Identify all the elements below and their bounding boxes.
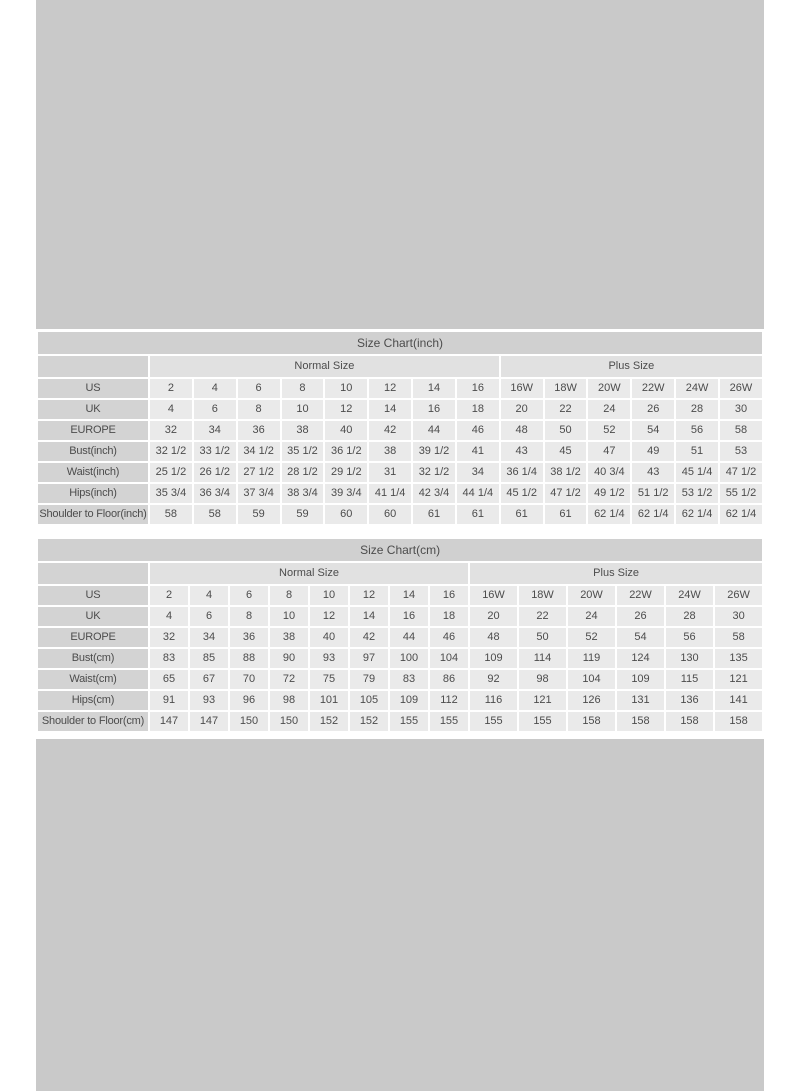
size-value-cell: 61 [413, 505, 455, 524]
size-value-cell: 6 [194, 400, 236, 419]
size-value-cell: 104 [568, 670, 615, 689]
size-value-cell: 109 [390, 691, 428, 710]
row-header: US [38, 379, 148, 398]
group-header-row [38, 356, 762, 377]
size-value-cell: 6 [238, 379, 280, 398]
size-value-cell: 158 [617, 712, 664, 731]
size-value-cell: 30 [720, 400, 762, 419]
size-value-cell: 16 [457, 379, 499, 398]
size-value-cell: 88 [230, 649, 268, 668]
size-value-cell: 30 [715, 607, 762, 626]
product-image-area [36, 0, 764, 1091]
size-chart-inch-table [36, 330, 764, 526]
size-value-cell: 62 1/4 [632, 505, 674, 524]
group-header-row [38, 563, 762, 584]
size-value-cell: 121 [519, 691, 566, 710]
size-value-cell: 32 [150, 628, 188, 647]
plus-size-header: Plus Size [501, 356, 762, 377]
table-row [38, 670, 762, 689]
size-value-cell: 150 [270, 712, 308, 731]
size-value-cell: 155 [470, 712, 517, 731]
size-value-cell: 126 [568, 691, 615, 710]
size-value-cell: 52 [568, 628, 615, 647]
size-chart-inch-title: Size Chart(inch) [38, 332, 762, 354]
size-value-cell: 158 [666, 712, 713, 731]
size-value-cell: 36 1/4 [501, 463, 543, 482]
size-value-cell: 6 [190, 607, 228, 626]
size-value-cell: 58 [720, 421, 762, 440]
size-value-cell: 20W [588, 379, 630, 398]
size-value-cell: 20W [568, 586, 615, 605]
row-header: Bust(cm) [38, 649, 148, 668]
size-value-cell: 58 [715, 628, 762, 647]
size-value-cell: 33 1/2 [194, 442, 236, 461]
size-value-cell: 40 [325, 421, 367, 440]
table-row [38, 442, 762, 461]
table-row [38, 421, 762, 440]
size-value-cell: 18 [457, 400, 499, 419]
size-value-cell: 38 [270, 628, 308, 647]
size-value-cell: 14 [413, 379, 455, 398]
size-value-cell: 26 [617, 607, 664, 626]
size-value-cell: 48 [501, 421, 543, 440]
size-value-cell: 93 [310, 649, 348, 668]
size-value-cell: 8 [238, 400, 280, 419]
size-value-cell: 147 [190, 712, 228, 731]
size-value-cell: 39 1/2 [413, 442, 455, 461]
row-header: US [38, 586, 148, 605]
size-value-cell: 12 [325, 400, 367, 419]
size-value-cell: 98 [270, 691, 308, 710]
size-value-cell: 155 [519, 712, 566, 731]
size-value-cell: 67 [190, 670, 228, 689]
size-value-cell: 49 1/2 [588, 484, 630, 503]
table-row [38, 586, 762, 605]
size-value-cell: 60 [369, 505, 411, 524]
size-value-cell: 92 [470, 670, 517, 689]
size-value-cell: 141 [715, 691, 762, 710]
size-value-cell: 14 [369, 400, 411, 419]
size-value-cell: 10 [282, 400, 324, 419]
size-value-cell: 58 [150, 505, 192, 524]
size-value-cell: 22W [632, 379, 674, 398]
size-value-cell: 4 [190, 586, 228, 605]
size-value-cell: 62 1/4 [588, 505, 630, 524]
size-value-cell: 43 [632, 463, 674, 482]
size-value-cell: 6 [230, 586, 268, 605]
size-value-cell: 109 [617, 670, 664, 689]
size-value-cell: 34 [457, 463, 499, 482]
size-value-cell: 101 [310, 691, 348, 710]
corner-cell [38, 563, 148, 584]
gray-image-block-bottom [36, 739, 764, 1091]
size-value-cell: 75 [310, 670, 348, 689]
size-value-cell: 56 [666, 628, 713, 647]
size-value-cell: 97 [350, 649, 388, 668]
table-row [38, 484, 762, 503]
size-chart-cm-table [36, 537, 764, 733]
size-value-cell: 38 1/2 [545, 463, 587, 482]
size-value-cell: 12 [310, 607, 348, 626]
row-header: Shoulder to Floor(inch) [38, 505, 148, 524]
row-header: EUROPE [38, 421, 148, 440]
size-value-cell: 147 [150, 712, 188, 731]
size-value-cell: 45 1/2 [501, 484, 543, 503]
size-value-cell: 124 [617, 649, 664, 668]
corner-cell [38, 356, 148, 377]
row-header: Waist(inch) [38, 463, 148, 482]
size-value-cell: 86 [430, 670, 468, 689]
size-value-cell: 44 [390, 628, 428, 647]
size-value-cell: 26W [715, 586, 762, 605]
size-value-cell: 35 3/4 [150, 484, 192, 503]
table-row [38, 691, 762, 710]
size-value-cell: 22W [617, 586, 664, 605]
size-value-cell: 42 3/4 [413, 484, 455, 503]
row-header: Bust(inch) [38, 442, 148, 461]
size-value-cell: 36 3/4 [194, 484, 236, 503]
plus-size-header: Plus Size [470, 563, 762, 584]
size-value-cell: 115 [666, 670, 713, 689]
size-value-cell: 51 [676, 442, 718, 461]
size-value-cell: 8 [230, 607, 268, 626]
size-value-cell: 93 [190, 691, 228, 710]
size-value-cell: 42 [350, 628, 388, 647]
size-value-cell: 27 1/2 [238, 463, 280, 482]
size-value-cell: 45 1/4 [676, 463, 718, 482]
size-value-cell: 45 [545, 442, 587, 461]
size-value-cell: 25 1/2 [150, 463, 192, 482]
size-value-cell: 24 [568, 607, 615, 626]
size-value-cell: 79 [350, 670, 388, 689]
size-value-cell: 131 [617, 691, 664, 710]
size-value-cell: 136 [666, 691, 713, 710]
size-value-cell: 105 [350, 691, 388, 710]
size-value-cell: 116 [470, 691, 517, 710]
size-value-cell: 24W [676, 379, 718, 398]
size-value-cell: 2 [150, 586, 188, 605]
size-value-cell: 43 [501, 442, 543, 461]
size-value-cell: 28 [676, 400, 718, 419]
size-value-cell: 41 1/4 [369, 484, 411, 503]
size-value-cell: 10 [325, 379, 367, 398]
size-value-cell: 121 [715, 670, 762, 689]
size-value-cell: 96 [230, 691, 268, 710]
size-value-cell: 91 [150, 691, 188, 710]
size-value-cell: 28 [666, 607, 713, 626]
table-row [38, 379, 762, 398]
size-value-cell: 2 [150, 379, 192, 398]
size-chart-cm-title: Size Chart(cm) [38, 539, 762, 561]
size-value-cell: 38 [369, 442, 411, 461]
size-value-cell: 59 [238, 505, 280, 524]
size-value-cell: 16 [413, 400, 455, 419]
size-value-cell: 114 [519, 649, 566, 668]
size-value-cell: 39 3/4 [325, 484, 367, 503]
size-value-cell: 46 [457, 421, 499, 440]
size-value-cell: 62 1/4 [676, 505, 718, 524]
size-value-cell: 4 [150, 400, 192, 419]
size-value-cell: 32 1/2 [150, 442, 192, 461]
size-value-cell: 22 [519, 607, 566, 626]
size-value-cell: 36 [238, 421, 280, 440]
size-value-cell: 50 [545, 421, 587, 440]
size-value-cell: 42 [369, 421, 411, 440]
size-value-cell: 90 [270, 649, 308, 668]
table-row [38, 628, 762, 647]
size-value-cell: 26 1/2 [194, 463, 236, 482]
size-value-cell: 16W [501, 379, 543, 398]
size-value-cell: 44 [413, 421, 455, 440]
size-value-cell: 47 1/2 [720, 463, 762, 482]
size-value-cell: 109 [470, 649, 517, 668]
size-value-cell: 12 [369, 379, 411, 398]
size-value-cell: 14 [390, 586, 428, 605]
size-value-cell: 10 [270, 607, 308, 626]
size-value-cell: 46 [430, 628, 468, 647]
size-value-cell: 112 [430, 691, 468, 710]
size-value-cell: 8 [282, 379, 324, 398]
size-value-cell: 59 [282, 505, 324, 524]
size-value-cell: 35 1/2 [282, 442, 324, 461]
size-value-cell: 48 [470, 628, 517, 647]
size-value-cell: 37 3/4 [238, 484, 280, 503]
normal-size-header: Normal Size [150, 356, 499, 377]
size-value-cell: 119 [568, 649, 615, 668]
size-value-cell: 51 1/2 [632, 484, 674, 503]
size-value-cell: 58 [194, 505, 236, 524]
size-value-cell: 83 [150, 649, 188, 668]
size-value-cell: 135 [715, 649, 762, 668]
size-value-cell: 54 [632, 421, 674, 440]
table-row [38, 649, 762, 668]
size-value-cell: 26W [720, 379, 762, 398]
size-value-cell: 18W [545, 379, 587, 398]
table-row [38, 607, 762, 626]
size-value-cell: 100 [390, 649, 428, 668]
size-value-cell: 41 [457, 442, 499, 461]
size-value-cell: 32 [150, 421, 192, 440]
size-value-cell: 83 [390, 670, 428, 689]
table-row [38, 712, 762, 731]
table-row [38, 463, 762, 482]
size-value-cell: 47 1/2 [545, 484, 587, 503]
row-header: UK [38, 607, 148, 626]
row-header: EUROPE [38, 628, 148, 647]
size-value-cell: 4 [150, 607, 188, 626]
gray-image-block-top [36, 0, 764, 329]
size-value-cell: 152 [350, 712, 388, 731]
table-row [38, 400, 762, 419]
size-value-cell: 34 1/2 [238, 442, 280, 461]
row-header: Shoulder to Floor(cm) [38, 712, 148, 731]
size-value-cell: 34 [194, 421, 236, 440]
row-header: UK [38, 400, 148, 419]
normal-size-header: Normal Size [150, 563, 468, 584]
size-value-cell: 155 [430, 712, 468, 731]
size-value-cell: 36 1/2 [325, 442, 367, 461]
size-value-cell: 12 [350, 586, 388, 605]
size-value-cell: 158 [715, 712, 762, 731]
size-value-cell: 4 [194, 379, 236, 398]
size-value-cell: 28 1/2 [282, 463, 324, 482]
size-value-cell: 38 [282, 421, 324, 440]
size-value-cell: 14 [350, 607, 388, 626]
size-value-cell: 18W [519, 586, 566, 605]
size-value-cell: 60 [325, 505, 367, 524]
size-value-cell: 31 [369, 463, 411, 482]
size-value-cell: 61 [501, 505, 543, 524]
size-value-cell: 8 [270, 586, 308, 605]
size-value-cell: 44 1/4 [457, 484, 499, 503]
size-value-cell: 20 [501, 400, 543, 419]
size-value-cell: 16W [470, 586, 517, 605]
size-value-cell: 36 [230, 628, 268, 647]
title-row [38, 332, 762, 354]
row-header: Waist(cm) [38, 670, 148, 689]
row-header: Hips(inch) [38, 484, 148, 503]
size-value-cell: 47 [588, 442, 630, 461]
size-value-cell: 40 3/4 [588, 463, 630, 482]
size-value-cell: 61 [545, 505, 587, 524]
size-value-cell: 152 [310, 712, 348, 731]
size-value-cell: 130 [666, 649, 713, 668]
size-value-cell: 104 [430, 649, 468, 668]
size-value-cell: 155 [390, 712, 428, 731]
size-value-cell: 22 [545, 400, 587, 419]
size-value-cell: 54 [617, 628, 664, 647]
size-value-cell: 16 [390, 607, 428, 626]
size-value-cell: 16 [430, 586, 468, 605]
size-value-cell: 70 [230, 670, 268, 689]
size-value-cell: 40 [310, 628, 348, 647]
size-value-cell: 62 1/4 [720, 505, 762, 524]
size-value-cell: 18 [430, 607, 468, 626]
size-value-cell: 85 [190, 649, 228, 668]
size-value-cell: 49 [632, 442, 674, 461]
size-value-cell: 65 [150, 670, 188, 689]
size-value-cell: 29 1/2 [325, 463, 367, 482]
size-value-cell: 56 [676, 421, 718, 440]
size-value-cell: 10 [310, 586, 348, 605]
size-value-cell: 34 [190, 628, 228, 647]
size-value-cell: 150 [230, 712, 268, 731]
size-value-cell: 98 [519, 670, 566, 689]
size-value-cell: 61 [457, 505, 499, 524]
size-value-cell: 52 [588, 421, 630, 440]
size-value-cell: 26 [632, 400, 674, 419]
size-value-cell: 53 1/2 [676, 484, 718, 503]
size-value-cell: 24W [666, 586, 713, 605]
row-header: Hips(cm) [38, 691, 148, 710]
size-value-cell: 38 3/4 [282, 484, 324, 503]
size-value-cell: 20 [470, 607, 517, 626]
size-value-cell: 50 [519, 628, 566, 647]
size-value-cell: 158 [568, 712, 615, 731]
size-value-cell: 72 [270, 670, 308, 689]
size-value-cell: 55 1/2 [720, 484, 762, 503]
size-value-cell: 53 [720, 442, 762, 461]
table-row [38, 505, 762, 524]
size-value-cell: 24 [588, 400, 630, 419]
size-value-cell: 32 1/2 [413, 463, 455, 482]
title-row [38, 539, 762, 561]
